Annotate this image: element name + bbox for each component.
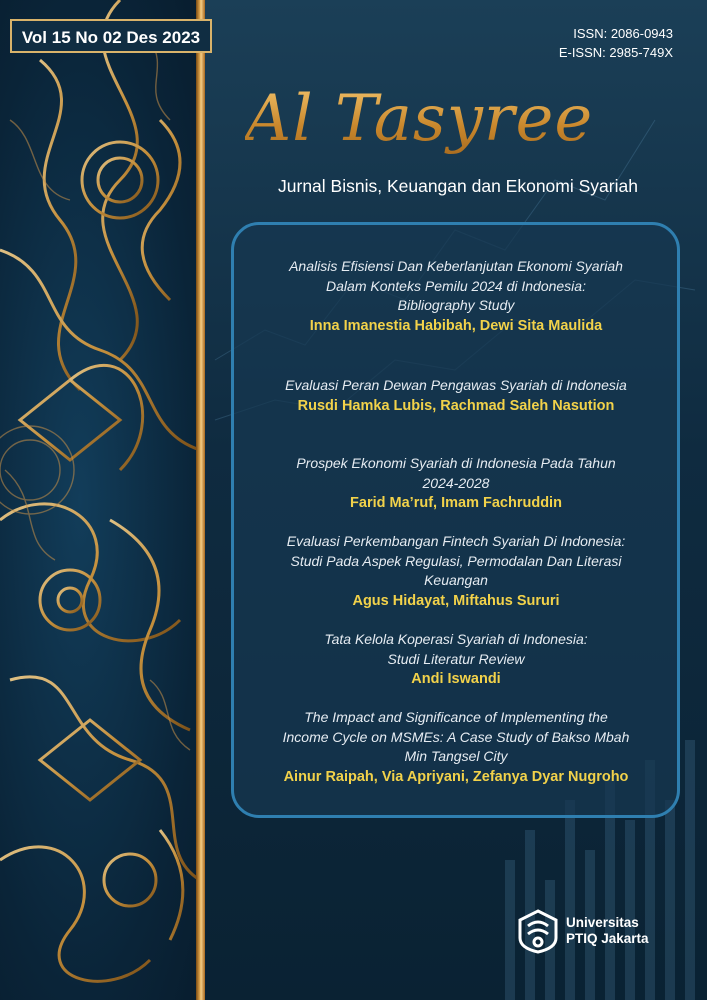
article-title-line: Income Cycle on MSMEs: A Case Study of Bakso Mbah	[282, 728, 630, 745]
article-title	[252, 532, 660, 591]
publisher-name	[566, 915, 649, 947]
article-authors: Inna Imanestia Habibah, Dewi Sita Maulida	[309, 317, 603, 334]
article-title-line: Studi Literatur Review	[387, 650, 525, 667]
article-title	[252, 630, 660, 669]
article-title-line: Evaluasi Peran Dewan Pengawas Syariah di Indonesia	[285, 377, 627, 393]
arabesque-ornament-icon	[0, 0, 200, 1000]
eissn-text: E-ISSN: 2985-749X	[558, 45, 673, 60]
article-title	[252, 454, 660, 493]
publisher-name-line2: PTIQ Jakarta	[566, 931, 649, 946]
articles-panel	[231, 222, 680, 818]
issn-block	[559, 24, 673, 62]
article-authors: Andi Iswandi	[411, 671, 501, 687]
article-title	[252, 257, 660, 316]
article-authors: Rusdi Hamka Lubis, Rachmad Saleh Nasution	[297, 397, 615, 414]
publisher-name-line1: Universitas	[566, 915, 639, 930]
article-title-line: 2024-2028	[422, 474, 490, 491]
journal-title: Al Tasyree	[245, 82, 675, 156]
article-title-line: Prospek Ekonomi Syariah di Indonesia Pada Tahun	[296, 455, 616, 471]
article-title-line: Analisis Efisiensi Dan Keberlanjutan Ekonomi Syariah	[289, 258, 623, 274]
article-title-line: The Impact and Significance of Implementing the	[304, 709, 608, 725]
article-title-line: Studi Pada Aspek Regulasi, Permodalan Dan Literasi	[290, 552, 622, 569]
university-shield-icon	[516, 908, 560, 954]
article-item	[252, 257, 660, 336]
article-title-line: Bibliography Study	[397, 297, 515, 313]
article-title-line: Dalam Konteks Pemilu 2024 di Indonesia:	[326, 277, 586, 294]
article-authors: Farid Ma’ruf, Imam Fachruddin	[350, 495, 562, 511]
gold-divider-bar	[196, 0, 205, 1000]
article-title	[252, 376, 660, 396]
publisher-block	[516, 908, 649, 954]
article-item	[252, 630, 660, 689]
article-title-line: Keuangan	[424, 572, 488, 588]
article-title-line: Min Tangsel City	[404, 748, 508, 764]
volume-badge: Vol 15 No 02 Des 2023	[10, 19, 212, 53]
issn-text: ISSN: 2086-0943	[573, 26, 673, 41]
article-item	[252, 708, 660, 787]
ornament-panel	[0, 0, 200, 1000]
article-title-line: Evaluasi Perkembangan Fintech Syariah Di Indonesia:	[286, 533, 626, 549]
journal-subtitle: Jurnal Bisnis, Keuangan dan Ekonomi Syariah	[278, 176, 638, 196]
article-authors: Ainur Raipah, Via Apriyani, Zefanya Dyar Nugroho	[283, 768, 629, 785]
article-authors: Agus Hidayat, Miftahus Sururi	[352, 592, 560, 609]
article-title	[252, 708, 660, 767]
article-item	[252, 532, 660, 611]
article-item	[252, 376, 660, 416]
article-title-line: Tata Kelola Koperasi Syariah di Indonesia:	[324, 631, 588, 647]
article-item	[252, 454, 660, 513]
